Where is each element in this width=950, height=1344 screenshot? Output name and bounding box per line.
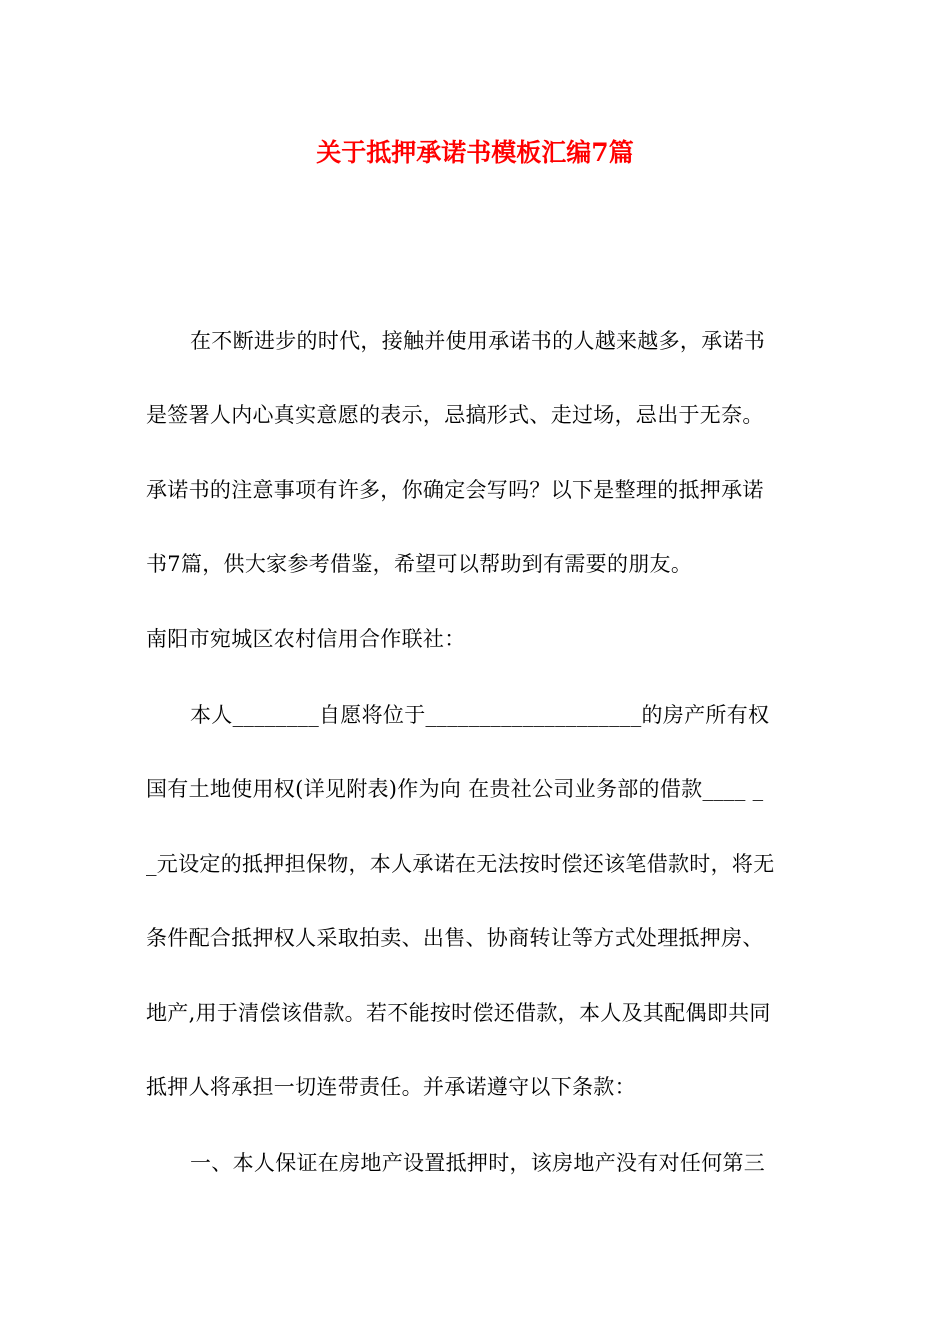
paragraph-line: 是签署人内心真实意愿的表示，忌搞形式、走过场，忌出于无奈。 — [146, 403, 764, 427]
paragraph-line: 承诺书的注意事项有许多，你确定会写吗？以下是整理的抵押承诺 — [146, 478, 764, 502]
paragraph-line: 一、本人保证在房地产设置抵押时，该房地产没有对任何第三 — [190, 1151, 766, 1175]
document-title: 关于抵押承诺书模板汇编7篇 — [316, 138, 634, 167]
paragraph-line: 国有土地使用权(详见附表)作为向 在贵社公司业务部的借款____ _ — [146, 777, 764, 801]
paragraph-line: 书7篇，供大家参考借鉴，希望可以帮助到有需要的朋友。 — [146, 552, 693, 576]
paragraph-line: 条件配合抵押权人采取拍卖、出售、协商转让等方式处理抵押房、 — [146, 926, 764, 950]
paragraph-line: 抵押人将承担一切连带责任。并承诺遵守以下条款： — [146, 1075, 636, 1099]
addressee-line: 南阳市宛城区农村信用合作联社： — [146, 627, 466, 651]
paragraph-line: 本人________自愿将位于____________________的房产所有权 — [190, 703, 770, 727]
paragraph-line: 地产,用于清偿该借款。若不能按时偿还借款，本人及其配偶即共同 — [146, 1001, 771, 1025]
paragraph-line: 在不断进步的时代，接触并使用承诺书的人越来越多，承诺书 — [190, 329, 766, 353]
paragraph-line: _元设定的抵押担保物，本人承诺在无法按时偿还该笔借款时，将无 — [146, 852, 775, 876]
